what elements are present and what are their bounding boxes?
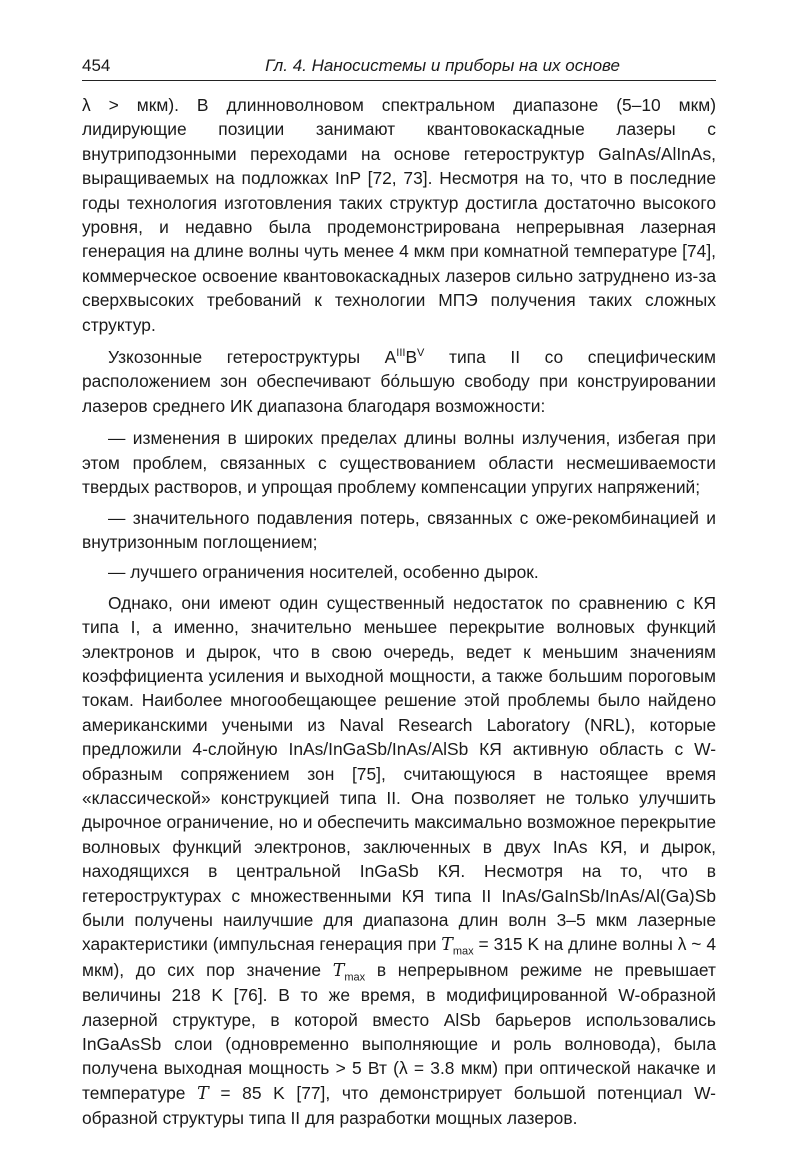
p3-t-symbol-2: T	[332, 960, 345, 981]
p2-sup-v: V	[417, 347, 425, 360]
list-item-2: — значительного подавления потерь, связанных с оже-рекомбинацией и внутризонным поглощением;	[82, 507, 716, 552]
paragraph-1: λ > мкм). В длинноволновом спектральном диапазоне (5–10 мкм) лидирующие позиции занимают квантовокаскадные лазеры с внутриподзонными переходами на основе гетероструктур GaInAs/AlInAs, выращиваемых на подложках InP [72, 73]. Несмотря на то, что в последние годы технология изготовления таких структур достигла достаточно высокого уровня, и недавно была продемонстрирована непрерывная лазерная генерация на длине волны чуть менее 4 мкм при комнатной температуре [74], коммерческое освоение квантовокаскадных лазеров сильно затруднено из-за сверхвысоких требований к технологии МПЭ получения таких сложных структур.	[82, 95, 716, 335]
book-page	[82, 56, 716, 1139]
p3-sub-max-1: max	[452, 945, 474, 958]
p3-text-c: в непрерывном режиме не превышает величины 218 K [76]. В то же время, в модифицированной W-образной лазерной структуре, в которой вместо AlSb барьеров использовались InGaAsSb слои (одновременно выполняющие и роль волновода), была получена выходная мощность > 5 Вт (λ = 3.8 мкм) при оптической накачке и температуре	[82, 959, 716, 1103]
p2-text-c: типа II со специфическим расположением зон обеспечивают бо́льшую свободу при конструировании лазеров среднего ИК диапазона благодаря возможности:	[82, 347, 716, 416]
p3-sub-max-2: max	[344, 971, 366, 984]
list-item-3: — лучшего ограничения носителей, особенно дырок.	[108, 562, 539, 583]
body-text	[82, 93, 716, 1131]
p2-text-a: Узкозонные гетероструктуры A	[108, 347, 397, 368]
paragraph-3	[82, 591, 716, 1131]
page-number: 454	[82, 56, 111, 75]
running-title: Гл. 4. Наносистемы и приборы на их основе	[265, 56, 620, 75]
p3-text-d: = 85 K [77], что демонстрирует большой потенциал W-образной структуры типа II для разработки мощных лазеров.	[82, 1082, 716, 1129]
paragraph-2	[82, 345, 716, 418]
p3-text-b: = 315 K на длине волны λ ~ 4 мкм), до сих пор значение	[82, 934, 716, 980]
p3-t-symbol-1: T	[441, 935, 453, 956]
p2-sup-iii: III	[396, 347, 406, 360]
p2-text-b: B	[405, 347, 418, 368]
list-item-1: — изменения в широких пределах длины волны излучения, избегая при этом проблем, связанных с существованием области несмешиваемости твердых растворов, и упрощая проблему компенсации упругих напряжений;	[82, 428, 716, 498]
p3-text-a: Однако, они имеют один существенный недостаток по сравнению с КЯ типа I, а именно, значительно меньшее перекрытие волновых функций электронов и дырок, что в свою очередь, ведет к меньшим значениям коэффициента усиления и выходной мощности, а также большим пороговым токам. Наиболее многообещающее решение этой проблемы было найдено американскими учеными из Naval Research Laboratory (NRL), которые предложили 4-слойную InAs/InGaSb/InAs/AlSb КЯ активную область с W-образным сопряжением зон [75], считающуюся в настоящее время «классической» конструкцией типа II. Она позволяет не только улучшить дырочное ограничение, но и обеспечить максимально возможное перекрытие волновых функций электронов, заключенных в двух InAs КЯ, и дырок, находящихся в центральной InGaSb КЯ. Несмотря на то, что в гетероструктурах с множественными КЯ типа II InAs/GaInSb/InAs/Al(Ga)Sb были получены наилучшие для диапазона длин волн 3–5 мкм лазерные характеристики (импульсная генерация при	[82, 592, 716, 955]
p3-t-symbol-3: T	[197, 1083, 209, 1104]
running-header	[82, 56, 716, 81]
